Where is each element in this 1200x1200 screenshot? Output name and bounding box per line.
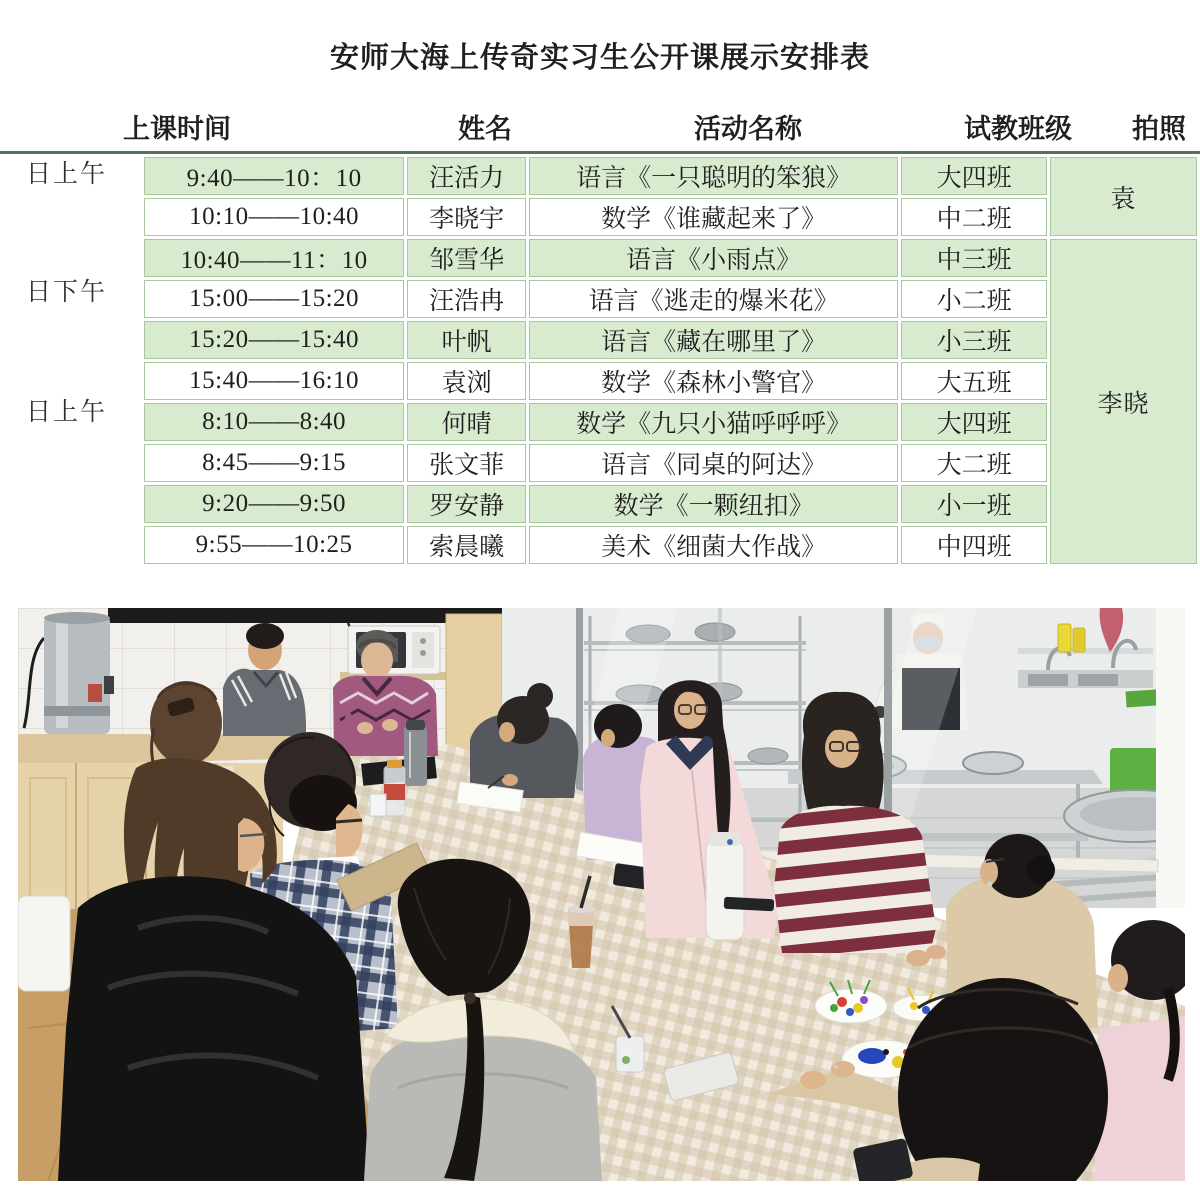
schedule-table xyxy=(141,154,1200,567)
glasses xyxy=(336,820,362,822)
day-group-label: 日上午 xyxy=(26,399,108,426)
cell-name: 叶帆 xyxy=(407,321,526,359)
table-row xyxy=(144,526,1197,564)
cell-class: 中三班 xyxy=(901,239,1047,277)
cell-activity: 数学《一颗纽扣》 xyxy=(529,485,898,523)
cup xyxy=(370,794,386,816)
table-row xyxy=(144,485,1197,523)
cell-time: 15:20——15:40 xyxy=(144,321,404,359)
page-title: 安师大海上传奇实习生公开课展示安排表 xyxy=(329,42,870,74)
column-header-class: 试教班级 xyxy=(964,114,1072,144)
hand xyxy=(926,945,946,959)
column-header-photo: 拍照 xyxy=(1132,114,1186,144)
cell-name: 张文菲 xyxy=(407,444,526,482)
hand xyxy=(382,719,398,731)
hand xyxy=(357,722,373,734)
microwave-shelf xyxy=(340,626,452,680)
cell-class: 中四班 xyxy=(901,526,1047,564)
ring xyxy=(834,1065,838,1069)
hand xyxy=(831,1061,855,1077)
cell-class: 大二班 xyxy=(901,444,1047,482)
cell-time: 9:40——10：10 xyxy=(144,157,404,195)
hand xyxy=(800,1071,826,1089)
cell-name: 汪活力 xyxy=(407,157,526,195)
cell-name: 袁浏 xyxy=(407,362,526,400)
cell-class: 大五班 xyxy=(901,362,1047,400)
table-row xyxy=(144,239,1197,277)
cell-time: 15:40——16:10 xyxy=(144,362,404,400)
earring xyxy=(988,882,993,887)
detergent-bottle xyxy=(1073,628,1085,652)
cell-class: 小二班 xyxy=(901,280,1047,318)
cell-activity: 语言《同桌的阿达》 xyxy=(529,444,898,482)
cell-time: 10:10——10:40 xyxy=(144,198,404,236)
day-group-label: 日下午 xyxy=(26,279,108,306)
cell-activity: 数学《九只小猫呼呼呼》 xyxy=(529,403,898,441)
hair-bun xyxy=(527,683,553,709)
cell-name: 索晨曦 xyxy=(407,526,526,564)
cell-class: 小三班 xyxy=(901,321,1047,359)
table-row xyxy=(144,403,1197,441)
cell-class: 中二班 xyxy=(901,198,1047,236)
cell-name: 汪浩冉 xyxy=(407,280,526,318)
cell-activity: 语言《藏在哪里了》 xyxy=(529,321,898,359)
day-group-label: 日上午 xyxy=(26,161,108,188)
cell-time: 10:40——11：10 xyxy=(144,239,404,277)
column-header-name: 姓名 xyxy=(458,114,512,144)
cell-class: 小一班 xyxy=(901,485,1047,523)
cell-time: 8:45——9:15 xyxy=(144,444,404,482)
table-row xyxy=(144,444,1197,482)
steel-thermos xyxy=(404,726,427,786)
trash-bin xyxy=(18,896,70,991)
cell-time: 9:55——10:25 xyxy=(144,526,404,564)
cell-name: 何晴 xyxy=(407,403,526,441)
cell-activity: 语言《小雨点》 xyxy=(529,239,898,277)
cell-activity: 美术《细菌大作战》 xyxy=(529,526,898,564)
hair-bun xyxy=(1027,856,1055,884)
table-row xyxy=(144,198,1197,236)
cell-activity: 语言《一只聪明的笨狼》 xyxy=(529,157,898,195)
cell-name: 邹雪华 xyxy=(407,239,526,277)
cell-activity: 语言《逃走的爆米花》 xyxy=(529,280,898,318)
cell-photographer: 李晓 xyxy=(1050,239,1197,564)
hair-tie xyxy=(464,992,476,1004)
table-row xyxy=(144,321,1197,359)
table-row xyxy=(144,157,1197,195)
cell-activity: 数学《谁藏起来了》 xyxy=(529,198,898,236)
cell-class: 大四班 xyxy=(901,403,1047,441)
cell-activity: 数学《森林小警官》 xyxy=(529,362,898,400)
cell-time: 15:00——15:20 xyxy=(144,280,404,318)
table-row xyxy=(144,362,1197,400)
cell-photographer: 袁 xyxy=(1050,157,1197,236)
column-header-time: 上课时间 xyxy=(123,114,231,144)
cell-time: 8:10——8:40 xyxy=(144,403,404,441)
cell-class: 大四班 xyxy=(901,157,1047,195)
cell-time: 9:20——9:50 xyxy=(144,485,404,523)
detergent-bottle xyxy=(1058,624,1071,652)
meeting-photo xyxy=(18,608,1185,1181)
white-thermos xyxy=(706,840,744,940)
cell-name: 李晓宇 xyxy=(407,198,526,236)
cell-name: 罗安静 xyxy=(407,485,526,523)
hand xyxy=(502,774,518,786)
column-header-activity: 活动名称 xyxy=(694,114,802,144)
white-cabinet xyxy=(1156,608,1185,908)
table-row xyxy=(144,280,1197,318)
